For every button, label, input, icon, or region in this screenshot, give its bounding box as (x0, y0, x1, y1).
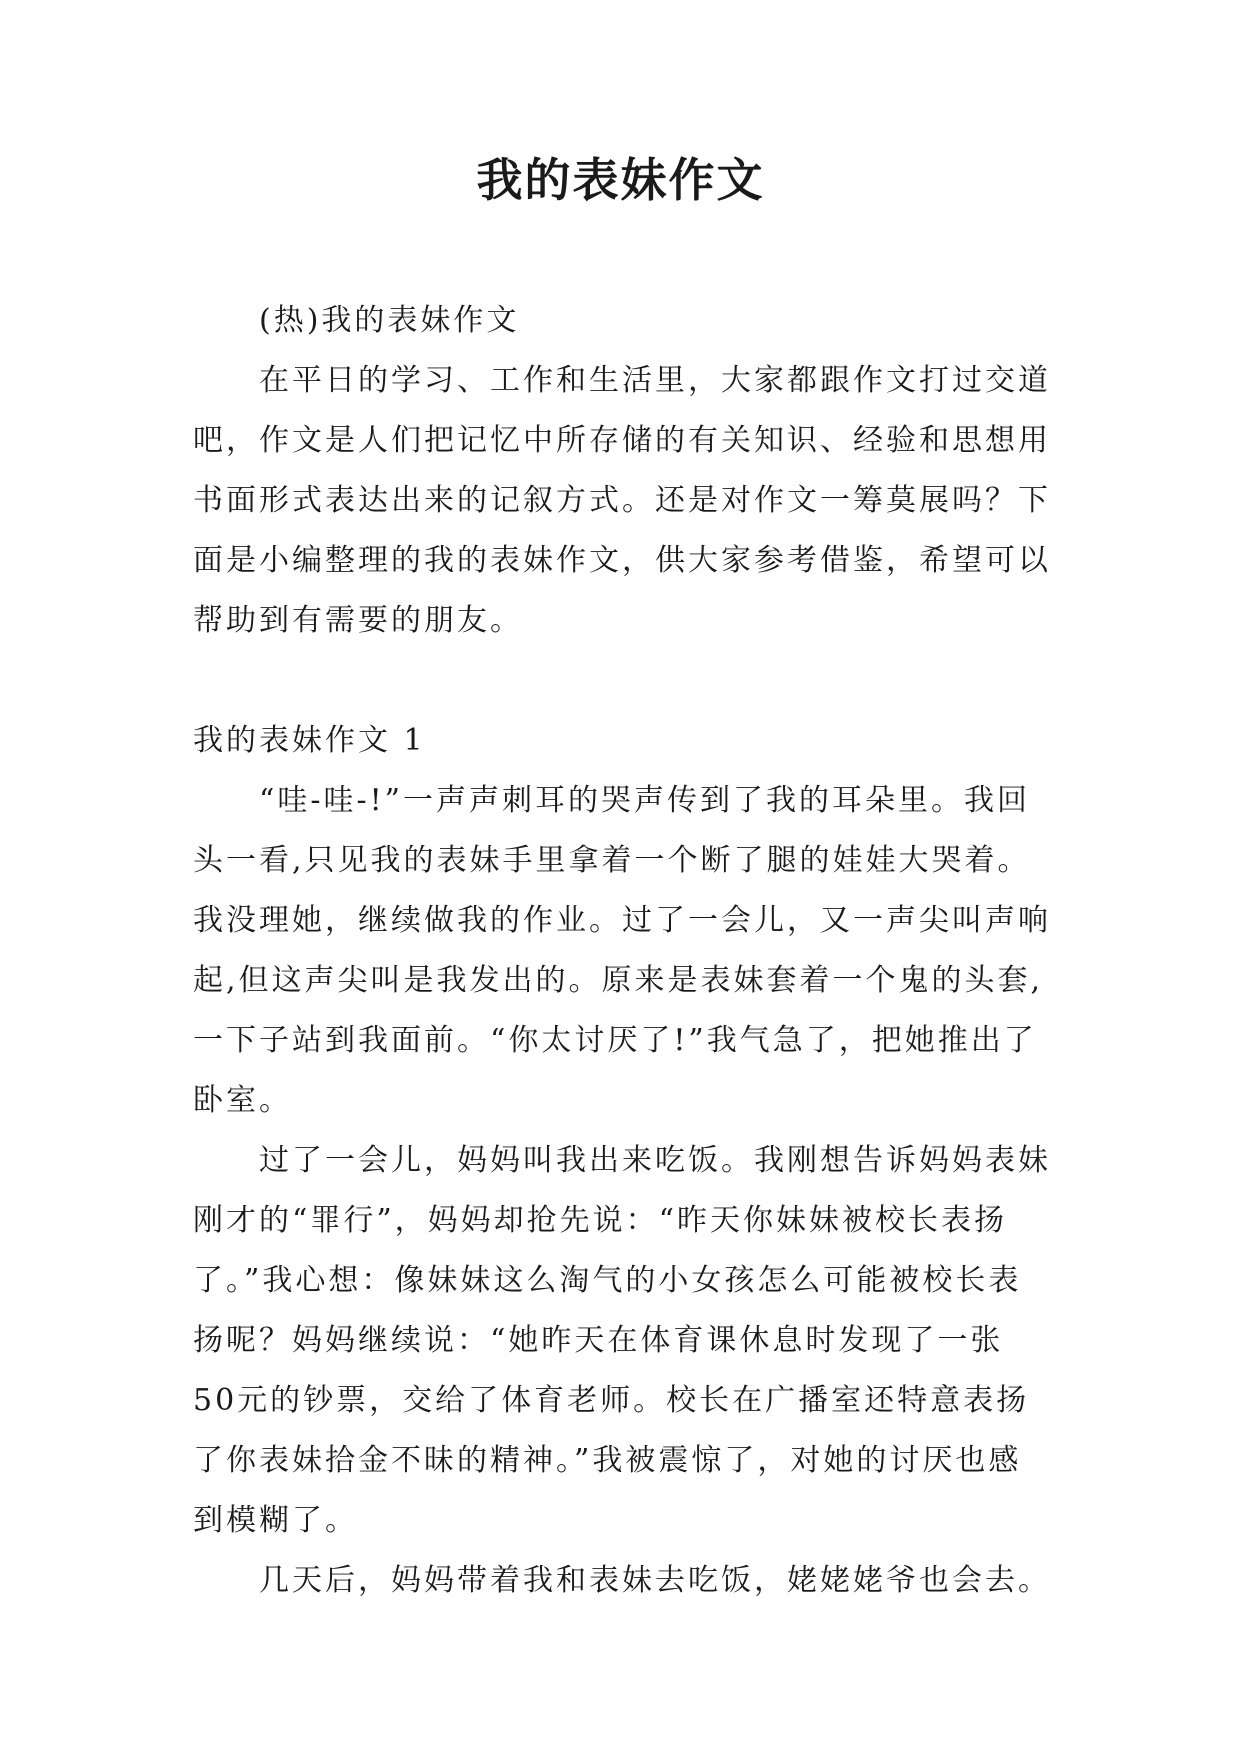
body-paragraph: 过了一会儿，妈妈叫我出来吃饭。我刚想告诉妈妈表妹刚才的“罪行”，妈妈却抢先说：“昨天你妹妹被校长表扬了。”我心想：像妹妹这么淘气的小女孩怎么可能被校长表扬呢？妈妈继续说：“她昨天在体育课休息时发现了一张 50元的钞票，交给了体育老师。校长在广播室还特意表扬了你表妹拾金不昧的精神。”我被震惊了，对她的讨厌也感到模糊了。 (193, 1143, 1051, 1538)
intro-paragraph: 在平日的学习、工作和生活里，大家都跟作文打过交道吧，作文是人们把记忆中所存储的有关知识、经验和思想用书面形式表达出来的记叙方式。还是对作文一筹莫展吗？下面是小编整理的我的表妹作文，供大家参考借鉴，希望可以帮助到有需要的朋友。 (193, 363, 1051, 638)
body-paragraph: 几天后，妈妈带着我和表妹去吃饭，姥姥姥爷也会去。 (259, 1563, 1051, 1598)
subtitle: (热)我的表妹作文 (259, 303, 520, 338)
section-spacer (193, 651, 1051, 711)
section-heading: 我的表妹作文 1 (193, 723, 426, 758)
document-title: 我的表妹作文 (476, 153, 765, 207)
body-paragraph: “哇-哇-!”一声声刺耳的哭声传到了我的耳朵里。我回头一看,只见我的表妹手里拿着一个断了腿的娃娃大哭着。我没理她，继续做我的作业。过了一会儿，又一声尖叫声响起,但这声尖叫是我发出的。原来是表妹套着一个鬼的头套,一下子站到我面前。“你太讨厌了!”我气急了，把她推出了卧室。 (193, 783, 1051, 1118)
document-body (193, 291, 1051, 1611)
